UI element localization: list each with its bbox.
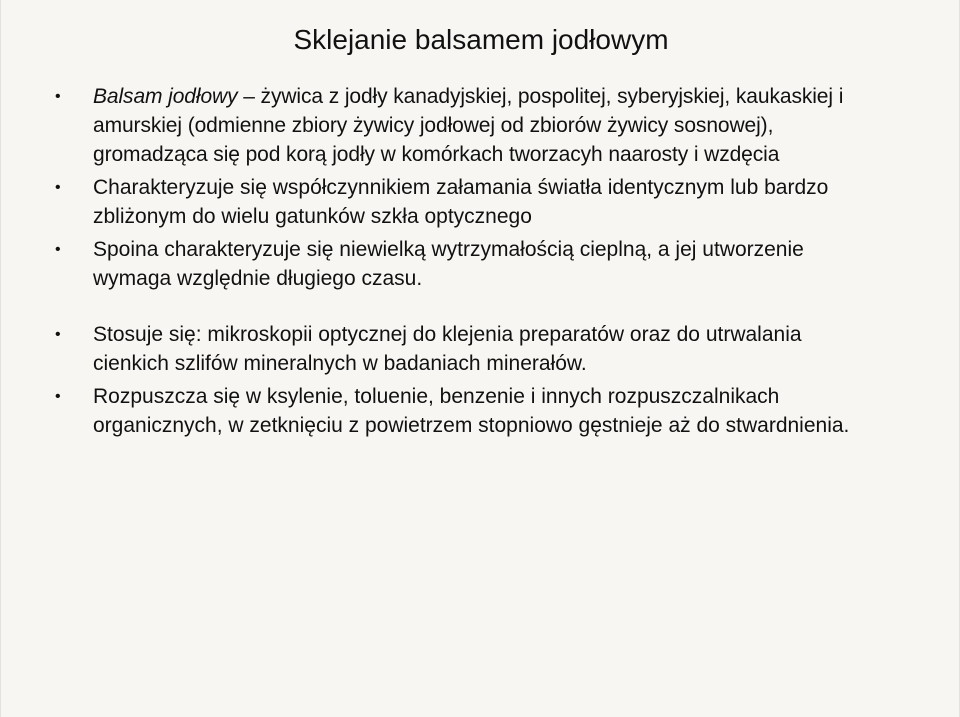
bullet-item xyxy=(1,235,960,293)
slide-title: Sklejanie balsamem jodłowym xyxy=(293,24,669,55)
bullet-item xyxy=(1,82,960,169)
bullet-dot: • xyxy=(55,88,61,105)
bullet-text: Rozpuszcza się w ksylenie, toluenie, benzenie i innych rozpuszczalnikach organicznych, w zetknięciu z powietrzem stopniowo gęstnieje aż do stwardnienia. xyxy=(93,385,850,437)
bullet-text: Spoina charakteryzuje się niewielką wytrzymałością cieplną, a jej utworzenie wymaga względnie długiego czasu. xyxy=(93,238,804,290)
bullet-item xyxy=(1,320,960,378)
bullet-dot: • xyxy=(55,241,61,258)
bullet-dot: • xyxy=(55,179,61,196)
bullet-text: – żywica z jodły kanadyjskiej, pospolitej, syberyjskiej, kaukaskiej i amurskiej (odmienne zbiory żywicy jodłowej od zbiorów żywicy sosnowej), gromadząca się pod korą jodły w komórkach tworzacyh naarosty i wzdęcia xyxy=(93,85,844,166)
bullet-dot: • xyxy=(55,388,61,405)
bullet-text: Stosuje się: mikroskopii optycznej do klejenia preparatów oraz do utrwalania cienkich szlifów mineralnych w badaniach minerałów. xyxy=(93,323,802,375)
bullet-item xyxy=(1,173,960,231)
bullet-lead-term: Balsam jodłowy xyxy=(93,85,238,108)
bullet-item xyxy=(1,382,960,440)
bullet-text: Charakteryzuje się współczynnikiem załamania światła identycznym lub bardzo zbliżonym do wielu gatunków szkła optycznego xyxy=(93,176,829,228)
bullet-list xyxy=(1,82,960,440)
bullet-dot: • xyxy=(55,326,61,343)
